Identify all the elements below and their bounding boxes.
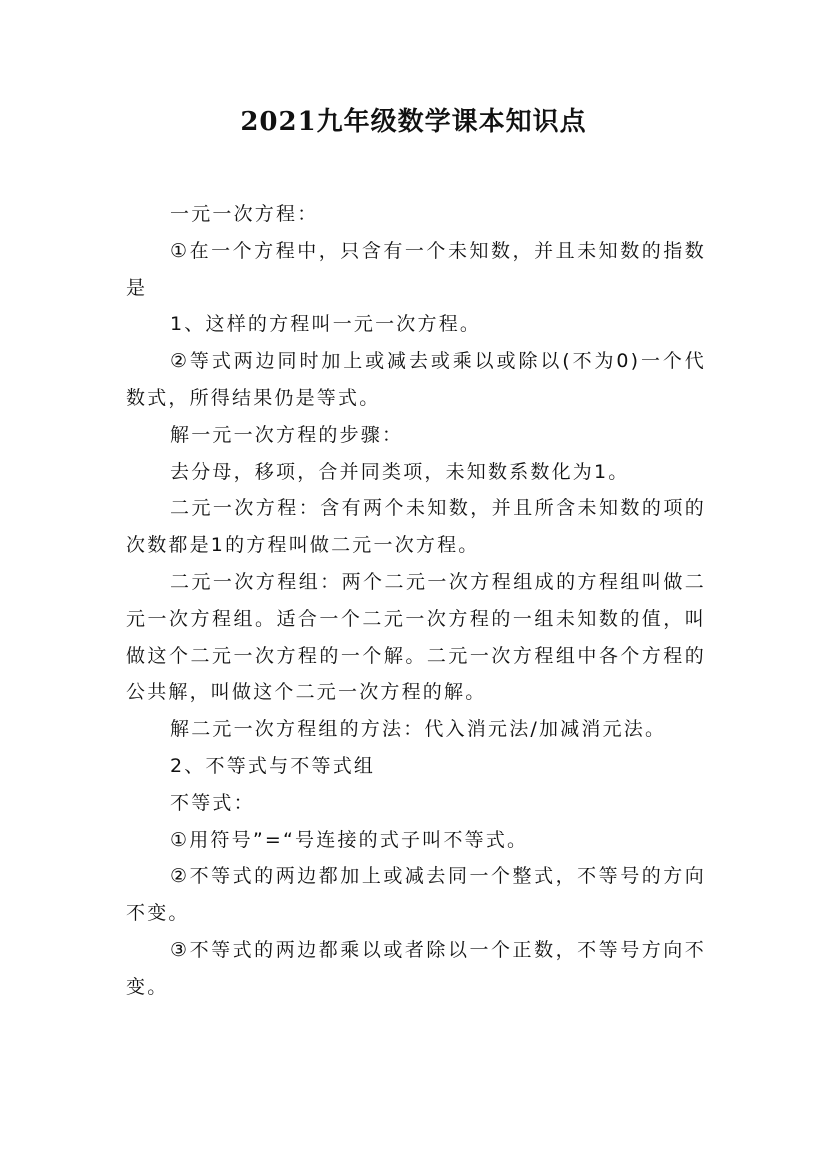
paragraph: 解二元一次方程组的方法：代入消元法/加减消元法。 bbox=[170, 718, 667, 741]
document-body bbox=[126, 196, 706, 1006]
document-title: 2021九年级数学课本知识点 bbox=[240, 107, 587, 137]
paragraph: 二元一次方程：含有两个未知数，并且所含未知数的项的次数都是1的方程叫做二元一次方程。 bbox=[126, 497, 706, 557]
paragraph: ②不等式的两边都加上或减去同一个整式，不等号的方向不变。 bbox=[126, 865, 706, 925]
paragraph: 去分母，移项，合并同类项，未知数系数化为1。 bbox=[170, 460, 630, 483]
paragraph: 不等式： bbox=[170, 791, 255, 814]
paragraph: 2、不等式与不等式组 bbox=[170, 754, 376, 777]
paragraph: 1、这样的方程叫一元一次方程。 bbox=[170, 313, 482, 336]
paragraph: ③不等式的两边都乘以或者除以一个正数，不等号方向不变。 bbox=[126, 938, 706, 998]
paragraph: ②等式两边同时加上或减去或乘以或除以(不为0)一个代数式，所得结果仍是等式。 bbox=[126, 350, 706, 409]
paragraph: 解一元一次方程的步骤： bbox=[170, 423, 404, 446]
paragraph: 二元一次方程组：两个二元一次方程组成的方程组叫做二元一次方程组。适合一个二元一次方程的一组未知数的值，叫做这个二元一次方程的一个解。二元一次方程组中各个方程的公共解，叫做这个二元一次方程的解。 bbox=[126, 570, 706, 704]
paragraph: 一元一次方程： bbox=[170, 203, 319, 225]
paragraph: ①用符号”=“号连接的式子叫不等式。 bbox=[170, 828, 529, 851]
paragraph: ①在一个方程中，只含有一个未知数，并且未知数的指数是 bbox=[126, 239, 706, 299]
